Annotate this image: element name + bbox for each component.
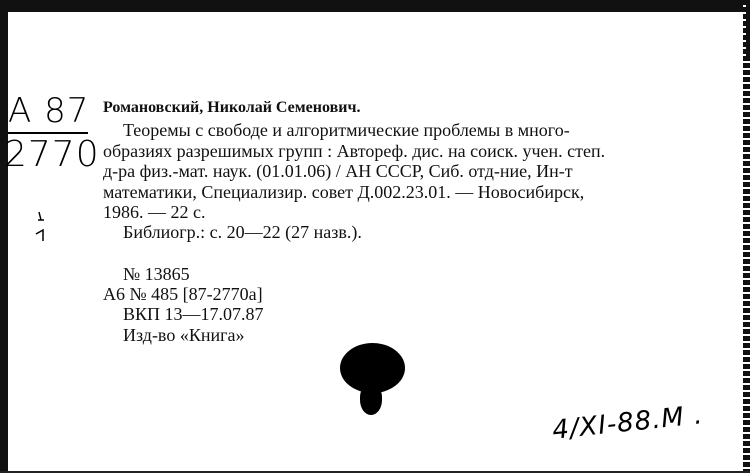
- title-line-2: образиях разрешимых групп : Автореф. дис. на соиск. учен. степ.: [103, 141, 606, 161]
- title-line-4: математики, Специализир. совет Д.002.23.01. — Новосибирск,: [103, 182, 585, 202]
- vkp-number: ВКП 13—17.07.87: [123, 304, 264, 324]
- card-left-edge: [0, 0, 8, 473]
- card-right-edge-solid: [746, 0, 750, 60]
- publisher: Изд-во «Книга»: [123, 325, 245, 345]
- shelfmark-line1: A 87: [8, 91, 90, 131]
- card-top-edge: [0, 0, 750, 12]
- author-heading: Романовский, Николай Семенович.: [103, 99, 361, 116]
- accession-number: № 13865: [123, 264, 190, 284]
- a6-number: А6 № 485 [87-2770а]: [103, 284, 263, 304]
- card-right-edge: [743, 0, 750, 473]
- title-line-5: 1986. — 22 с.: [103, 202, 206, 222]
- bibliography-note: Библиогр.: с. 20—22 (27 назв.).: [123, 222, 362, 242]
- handwritten-date-signature: 4/XI-88.M .: [550, 400, 705, 446]
- shelfmark-line2: 2770: [4, 134, 100, 175]
- handwritten-tick-mark: [34, 210, 48, 244]
- title-line-1: Теоремы с свободе и алгоритмические проблемы в много-: [123, 120, 570, 140]
- punch-hole-blot-tail: [360, 385, 382, 415]
- title-line-3: д-ра физ.-мат. наук. (01.01.06) / АН СССР, Сиб. отд-ние, Ин-т: [103, 161, 573, 181]
